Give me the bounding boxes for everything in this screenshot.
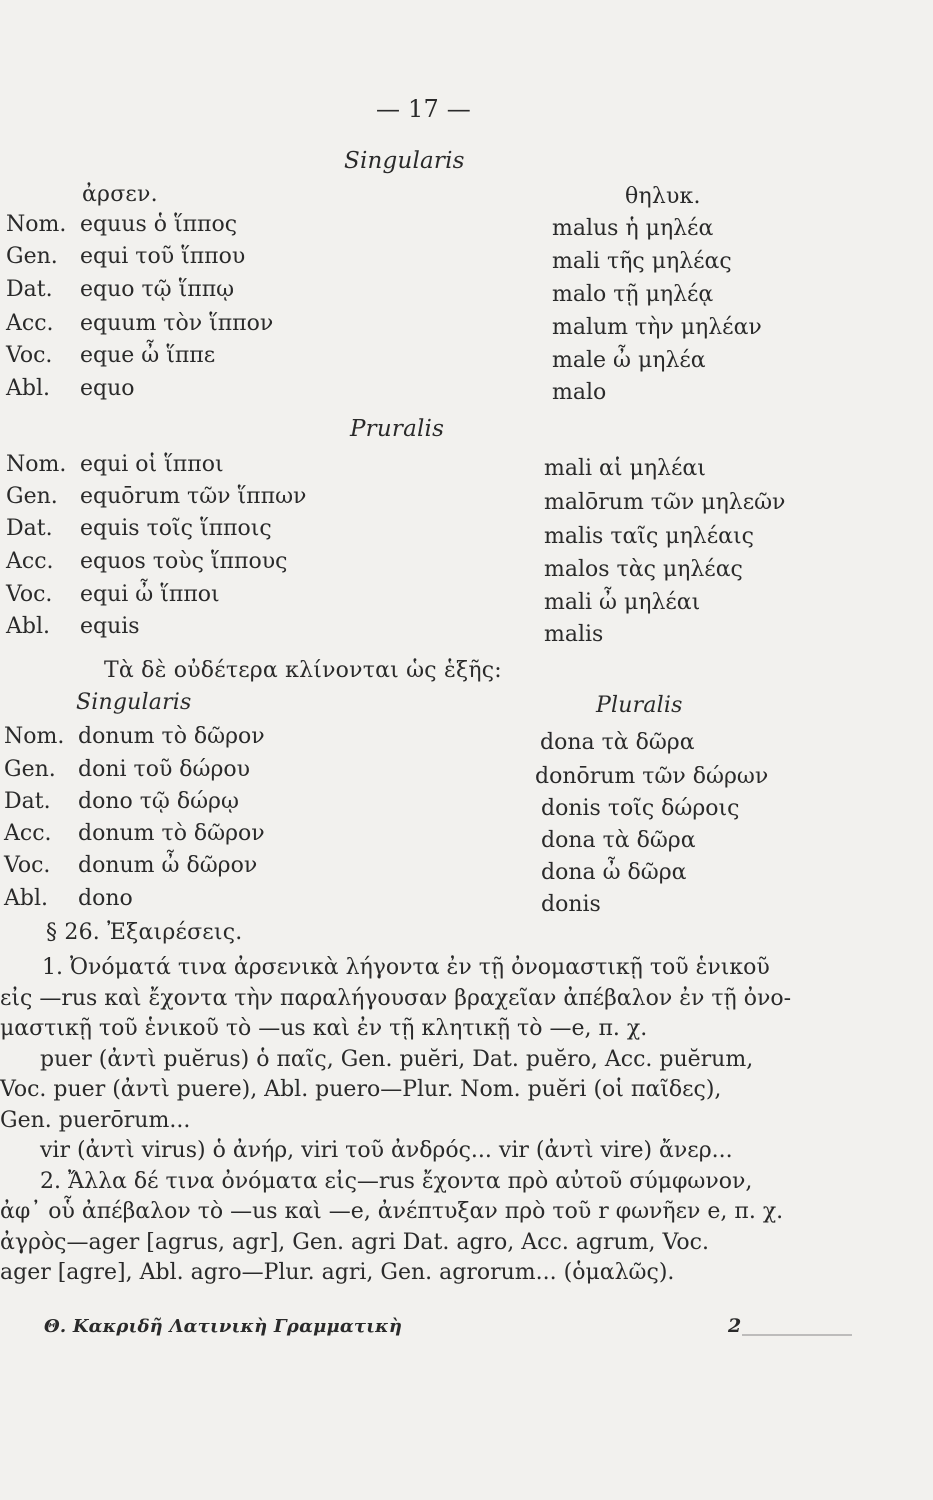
table-row: malus ἡ μηλέα <box>552 216 714 241</box>
case-form: donum τὸ δῶρον <box>78 821 265 846</box>
table-row <box>4 789 239 815</box>
case-form: equi οἱ ἵπποι <box>80 452 224 477</box>
case-form: equi ὦ ἵπποι <box>80 582 220 607</box>
table-row <box>6 376 135 402</box>
text-line: Voc. puer (ἀντὶ puere), Abl. puero—Plur. Nom. puĕri (οἱ παῖδες), <box>0 1077 722 1102</box>
text-line: ἀφ᾽ οὗ ἀπέβαλον τὸ —us καὶ —e, ἀνέπτυξαν πρὸ τοῦ r φωνῆεν e, π. χ. <box>0 1199 784 1224</box>
table-row: malis ταῖς μηλέαις <box>544 524 754 549</box>
case-form: equōrum τῶν ἵππων <box>80 484 307 509</box>
table-row <box>6 311 273 337</box>
table-row: mali τῆς μηλέας <box>552 249 732 274</box>
footer-signature-number: 2 <box>728 1315 742 1337</box>
case-label: Gen. <box>6 244 58 269</box>
case-form: equum τὸν ἵππον <box>80 311 274 336</box>
table-row <box>4 757 250 783</box>
table-row: mali αἱ μηλέαι <box>544 456 706 481</box>
table-row: male ὦ μηλέα <box>552 348 706 373</box>
ink-smudge <box>742 1322 852 1336</box>
case-label: Abl. <box>6 614 50 639</box>
table-row: donis τοῖς δώροις <box>541 796 740 821</box>
neuter-singular-title: Singularis <box>76 690 192 715</box>
table-row: malo τῇ μηλέᾳ <box>552 282 714 307</box>
table-row: malo <box>552 380 607 405</box>
table-row: malōrum τῶν μηλεῶν <box>544 490 786 515</box>
case-form: equo τῷ ἵππῳ <box>80 277 235 302</box>
table-row <box>6 212 237 238</box>
table-row <box>4 821 265 847</box>
table-row: donōrum τῶν δώρων <box>535 764 769 789</box>
case-label: Abl. <box>4 886 48 911</box>
table-row: mali ὦ μηλέαι <box>544 590 701 615</box>
case-label: Gen. <box>6 484 58 509</box>
exceptions-paragraph <box>0 953 820 1289</box>
case-form: equis τοῖς ἵπποις <box>80 516 272 541</box>
case-form: equos τοὺς ἵππους <box>80 549 288 574</box>
case-label: Abl. <box>6 376 50 401</box>
case-form: equis <box>80 614 140 639</box>
neuter-intro: Τὰ δὲ οὐδέτερα κλίνονται ὡς ἑξῆς: <box>104 658 502 683</box>
case-label: Dat. <box>4 789 51 814</box>
text-line: vir (ἀντὶ virus) ὁ ἀνήρ, viri τοῦ ἀνδρός... vir (ἀντὶ vire) ἄνερ... <box>40 1138 733 1163</box>
case-label: Gen. <box>4 757 56 782</box>
table-row <box>4 724 265 750</box>
text-line: 1. Ὀνόματά τινα ἀρσενικὰ λήγοντα ἐν τῇ ὀνομαστικῇ τοῦ ἑνικοῦ <box>42 955 770 980</box>
text-line: puer (ἀντὶ puĕrus) ὁ παῖς, Gen. puĕri, Dat. puĕro, Acc. puĕrum, <box>40 1046 754 1072</box>
table-row <box>4 886 133 912</box>
case-form: eque ὦ ἵππε <box>80 343 216 368</box>
case-form: equo <box>80 376 135 401</box>
case-form: donum ὦ δῶρον <box>78 853 258 878</box>
table-row <box>6 277 234 303</box>
case-label: Dat. <box>6 516 53 541</box>
table-row <box>6 452 224 478</box>
case-label: Voc. <box>6 343 53 368</box>
case-form: dono <box>78 886 133 911</box>
table-row: malis <box>544 622 604 647</box>
table-row: donis <box>541 892 601 917</box>
text-line: 2. Ἄλλα δέ τινα ὀνόματα εἰς—rus ἔχοντα πρὸ αὐτοῦ σύμφωνον, <box>40 1168 753 1194</box>
case-label: Voc. <box>6 582 53 607</box>
table-row: malos τὰς μηλέας <box>544 557 743 582</box>
feminine-header: θηλυκ. <box>625 184 701 209</box>
table-row <box>6 614 140 640</box>
case-label: Nom. <box>6 452 67 477</box>
case-label: Acc. <box>6 549 54 574</box>
table-row: dona ὦ δῶρα <box>541 860 687 885</box>
table-row <box>6 244 245 270</box>
case-form: dono τῷ δώρῳ <box>78 789 239 814</box>
case-label: Acc. <box>4 821 52 846</box>
case-label: Voc. <box>4 853 51 878</box>
table-row <box>6 484 306 510</box>
text-line: ager [agre], Abl. agro—Plur. agri, Gen. agrorum... (ὁμαλῶς). <box>0 1260 675 1285</box>
case-form: doni τοῦ δώρου <box>78 757 251 782</box>
table-row: dona τὰ δῶρα <box>540 730 695 755</box>
text-line: εἰς —rus καὶ ἔχοντα τὴν παραλήγουσαν βραχεῖαν ἀπέβαλον ἐν τῇ ὀνο- <box>0 985 792 1011</box>
table-row <box>6 549 287 575</box>
text-line: μαστικῇ τοῦ ἑνικοῦ τὸ —us καὶ ἐν τῇ κλητικῇ τὸ —e, π. χ. <box>0 1016 648 1041</box>
table-row: malum τὴν μηλέαν <box>552 315 762 340</box>
case-form: donum τὸ δῶρον <box>78 724 265 749</box>
exceptions-heading: § 26. Ἐξαιρέσεις. <box>46 920 243 945</box>
table-row: dona τὰ δῶρα <box>541 828 696 853</box>
case-label: Acc. <box>6 311 54 336</box>
case-form: equus ὁ ἵππος <box>80 212 238 237</box>
masculine-header: ἀρσεν. <box>82 182 158 207</box>
table-row <box>4 853 257 879</box>
case-label: Nom. <box>6 212 67 237</box>
neuter-plural-title: Pluralis <box>596 693 683 718</box>
table-row <box>6 516 272 542</box>
footer-book-title: Θ. Κακριδῆ Λατινικὴ Γραμματικὴ <box>44 1316 403 1337</box>
case-form: equi τοῦ ἵππου <box>80 244 246 269</box>
page-number: — 17 — <box>376 95 471 123</box>
section-title-pruralis: Pruralis <box>350 416 445 442</box>
case-label: Nom. <box>4 724 65 749</box>
table-row <box>6 343 215 369</box>
section-title-singularis: Singularis <box>344 148 465 174</box>
text-line: ἀγρὸς—ager [agrus, agr], Gen. agri Dat. agro, Acc. agrum, Voc. <box>0 1229 709 1255</box>
text-line: Gen. puerōrum... <box>0 1107 191 1133</box>
case-label: Dat. <box>6 277 53 302</box>
table-row <box>6 582 220 608</box>
